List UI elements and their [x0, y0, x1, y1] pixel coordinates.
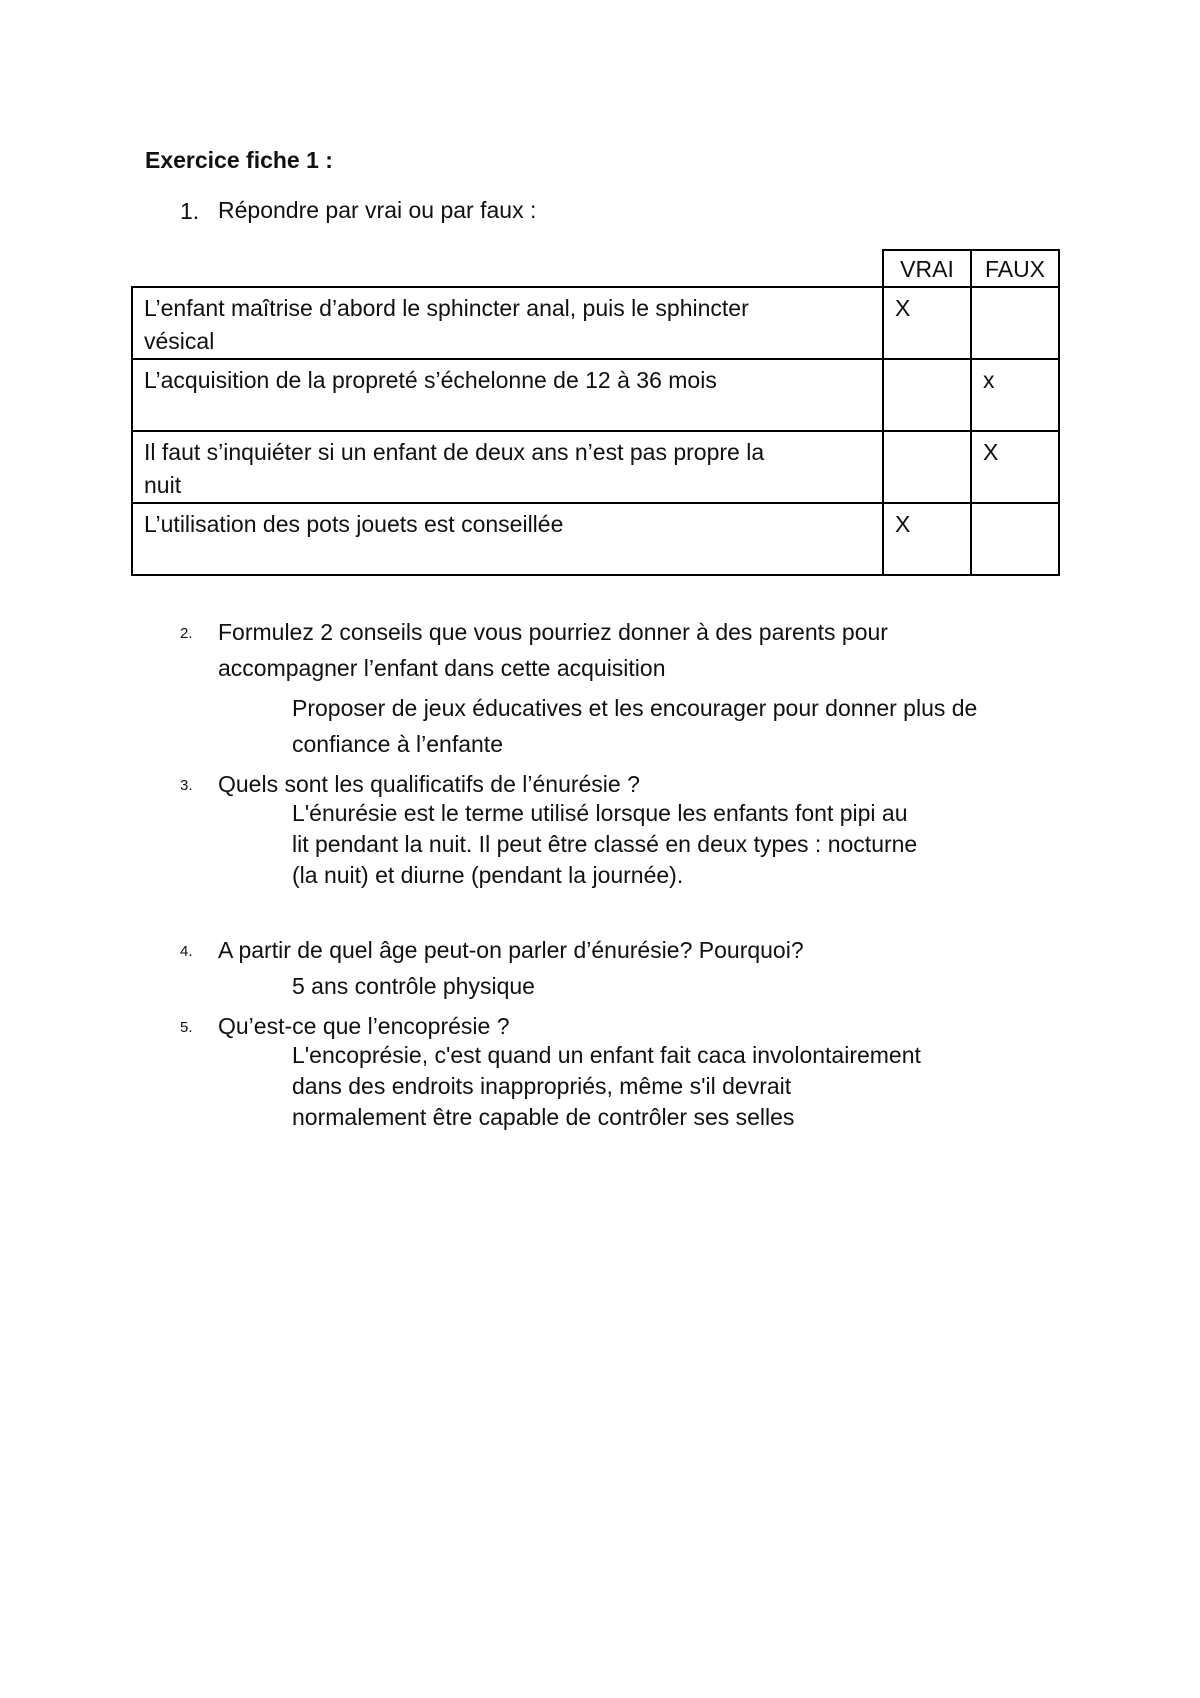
table-row: [132, 287, 1059, 359]
question-line: accompagner l’enfant dans cette acquisition: [218, 655, 666, 681]
question-number: 1.: [180, 198, 200, 224]
statement-cell: [132, 287, 883, 359]
answer-line: lit pendant la nuit. Il peut être classé en deux types : nocturne: [292, 831, 918, 857]
answer-line: L'encoprésie, c'est quand un enfant fait caca involontairement: [292, 1042, 921, 1068]
statement-line: vésical: [144, 328, 215, 354]
statement-cell: [132, 359, 883, 431]
answer-4: [292, 968, 535, 1004]
table-row: [132, 359, 1059, 431]
question-line: Formulez 2 conseils que vous pourriez donner à des parents pour: [218, 619, 888, 645]
answer-2: [292, 690, 977, 762]
vrai-cell: [883, 359, 971, 431]
header-blank-cell: [132, 250, 883, 287]
answer-line: 5 ans contrôle physique: [292, 973, 535, 999]
question-number: 5.: [180, 1019, 193, 1036]
question-text: Qu’est-ce que l’encoprésie ?: [218, 1013, 510, 1039]
vrai-cell: X: [883, 287, 971, 359]
statement-cell: [132, 431, 883, 503]
answer-5: [292, 1040, 921, 1133]
answer-3: [292, 798, 917, 891]
faux-cell: [971, 287, 1059, 359]
header-faux: FAUX: [971, 250, 1059, 287]
statement-line: L’utilisation des pots jouets est conseillée: [144, 511, 564, 537]
question-text: [218, 614, 888, 686]
statement-line: L’enfant maîtrise d’abord le sphincter anal, puis le sphincter: [144, 295, 749, 321]
question-text: A partir de quel âge peut-on parler d’énurésie? Pourquoi?: [218, 937, 804, 963]
table-row: [132, 503, 1059, 575]
answer-line: confiance à l’enfante: [292, 731, 503, 757]
statement-line: nuit: [144, 472, 182, 498]
table-row: [132, 431, 1059, 503]
exercise-title: Exercice fiche 1 :: [145, 147, 333, 173]
question-number: 3.: [180, 777, 193, 794]
true-false-table: [131, 249, 1060, 576]
answer-line: Proposer de jeux éducatives et les encourager pour donner plus de: [292, 695, 978, 721]
answer-line: (la nuit) et diurne (pendant la journée).: [292, 862, 684, 888]
question-text: Répondre par vrai ou par faux :: [218, 197, 537, 223]
answer-line: normalement être capable de contrôler ses selles: [292, 1104, 795, 1130]
statement-cell: [132, 503, 883, 575]
question-number: 4.: [180, 943, 193, 960]
vrai-cell: [883, 431, 971, 503]
answer-line: L'énurésie est le terme utilisé lorsque les enfants font pipi au: [292, 800, 908, 826]
faux-cell: x: [971, 359, 1059, 431]
question-number: 2.: [180, 625, 193, 642]
question-text: Quels sont les qualificatifs de l’énurésie ?: [218, 771, 640, 797]
statement-line: L’acquisition de la propreté s’échelonne de 12 à 36 mois: [144, 367, 717, 393]
header-vrai: VRAI: [883, 250, 971, 287]
vrai-cell: X: [883, 503, 971, 575]
table-header-row: [132, 250, 1059, 287]
statement-line: Il faut s’inquiéter si un enfant de deux ans n’est pas propre la: [144, 439, 765, 465]
faux-cell: [971, 503, 1059, 575]
answer-line: dans des endroits inappropriés, même s'il devrait: [292, 1073, 792, 1099]
faux-cell: X: [971, 431, 1059, 503]
